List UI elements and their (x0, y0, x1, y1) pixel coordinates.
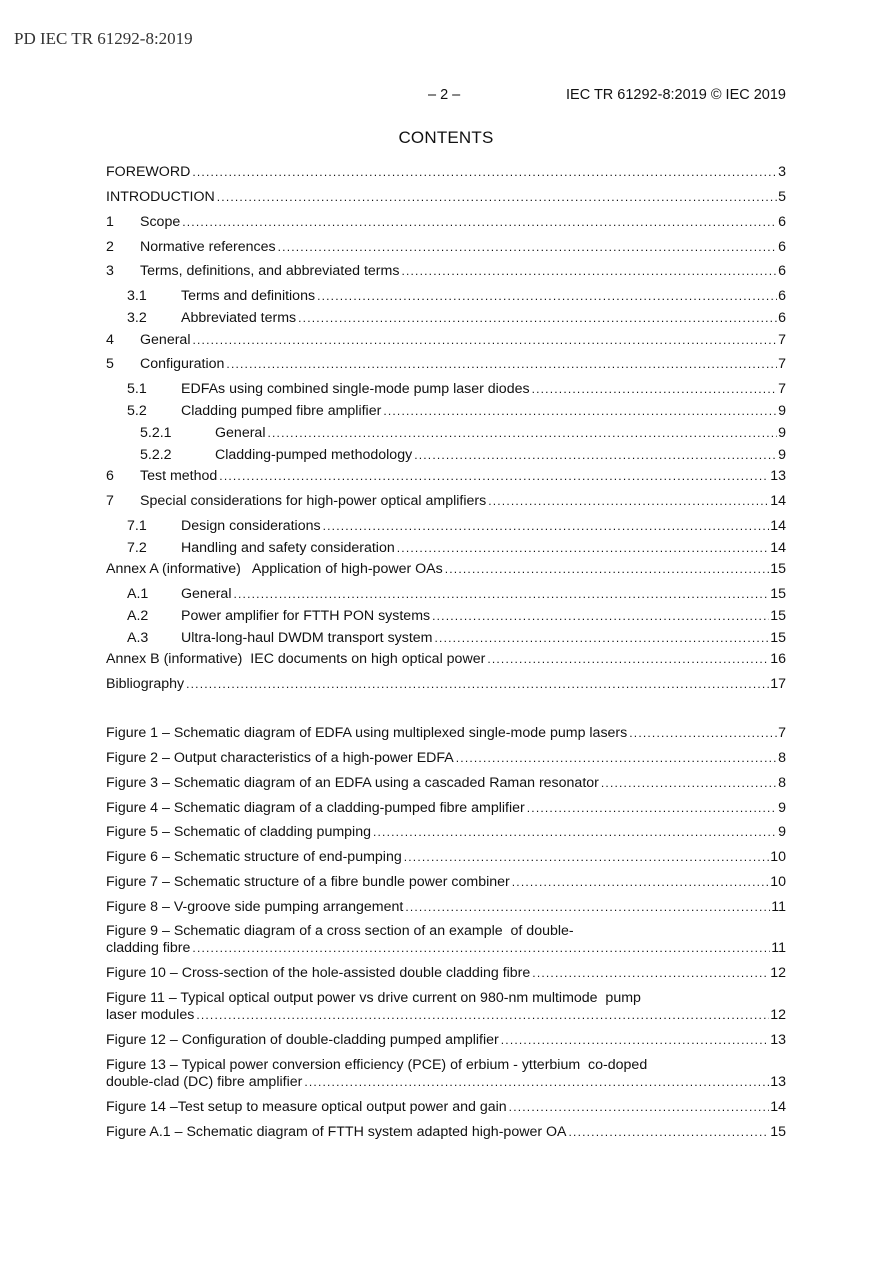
figure-entry-8[interactable]: Figure 8 – V-groove side pumping arrangement ..... 11 (106, 899, 786, 916)
figure-entry-12[interactable]: Figure 12 – Configuration of double-cladding pumped amplifier ..... 13 (106, 1032, 786, 1049)
figure-entry-9[interactable]: Figure 9 – Schematic diagram of a cross section of an example of double- cladding fibre ..... 11 (106, 923, 786, 957)
toc-entry-dwdm[interactable]: A.3 Ultra-long-haul DWDM transport system ..... 15 (106, 630, 786, 647)
toc-entry-annex-a[interactable]: Annex A (informative) Application of high-power OAs ..... 15 (106, 561, 786, 578)
toc-entry-cladding-pumped[interactable]: 5.2 Cladding pumped fibre amplifier ..... 9 (106, 403, 786, 420)
toc-entry-foreword[interactable]: FOREWORD ..... 3 (106, 164, 786, 181)
figure-entry-14[interactable]: Figure 14 –Test setup to measure optical output power and gain ..... 14 (106, 1099, 786, 1116)
toc-entry-annex-b[interactable]: Annex B (informative) IEC documents on high optical power ..... 16 (106, 651, 786, 668)
toc-entry-terms[interactable]: 3 Terms, definitions, and abbreviated terms ..... 6 (106, 263, 786, 280)
figure-entry-10[interactable]: Figure 10 – Cross-section of the hole-assisted double cladding fibre ..... 12 (106, 965, 786, 982)
toc-entry-abbreviated-terms[interactable]: 3.2 Abbreviated terms ..... 6 (106, 310, 786, 327)
toc-entry-cladding-general[interactable]: 5.2.1 General ..... 9 (106, 425, 786, 442)
toc-entry-configuration[interactable]: 5 Configuration ..... 7 (106, 356, 786, 373)
page-number: – 2 – (428, 87, 461, 103)
toc-entry-ftth-pon[interactable]: A.2 Power amplifier for FTTH PON systems ..... 15 (106, 608, 786, 625)
toc-entry-special-considerations[interactable]: 7 Special considerations for high-power optical amplifiers ..... 14 (106, 493, 786, 510)
document-id: PD IEC TR 61292-8:2019 (14, 29, 193, 48)
figure-entry-3[interactable]: Figure 3 – Schematic diagram of an EDFA using a cascaded Raman resonator ..... 8 (106, 775, 786, 792)
toc-entry-normative-references[interactable]: 2 Normative references ..... 6 (106, 239, 786, 256)
figure-entry-4[interactable]: Figure 4 – Schematic diagram of a cladding-pumped fibre amplifier ..... 9 (106, 800, 786, 817)
toc-entry-introduction[interactable]: INTRODUCTION ..... 5 (106, 189, 786, 206)
toc-entry-edfas[interactable]: 5.1 EDFAs using combined single-mode pump laser diodes ..... 7 (106, 381, 786, 398)
toc-entry-cladding-methodology[interactable]: 5.2.2 Cladding-pumped methodology ..... 9 (106, 447, 786, 464)
toc-entry-handling-safety[interactable]: 7.2 Handling and safety consideration ..... 14 (106, 540, 786, 557)
toc-entry-annex-a-general[interactable]: A.1 General ..... 15 (106, 586, 786, 603)
figure-entry-13[interactable]: Figure 13 – Typical power conversion efficiency (PCE) of erbium - ytterbium co-doped double-clad (DC) fibre amplifier ..... 13 (106, 1057, 786, 1091)
toc-entry-general[interactable]: 4 General ..... 7 (106, 332, 786, 349)
figure-entry-5[interactable]: Figure 5 – Schematic of cladding pumping ..... 9 (106, 824, 786, 841)
figure-entry-2[interactable]: Figure 2 – Output characteristics of a high-power EDFA ..... 8 (106, 750, 786, 767)
figure-entry-a1[interactable]: Figure A.1 – Schematic diagram of FTTH system adapted high-power OA ..... 15 (106, 1124, 786, 1141)
copyright-line: IEC TR 61292-8:2019 © IEC 2019 (566, 87, 786, 103)
figure-entry-11[interactable]: Figure 11 – Typical optical output power vs drive current on 980-nm multimode pump laser modules ..... 12 (106, 990, 786, 1024)
toc-entry-scope[interactable]: 1 Scope ..... 6 (106, 214, 786, 231)
figure-entry-1[interactable]: Figure 1 – Schematic diagram of EDFA using multiplexed single-mode pump lasers ..... 7 (106, 725, 786, 742)
figure-entry-7[interactable]: Figure 7 – Schematic structure of a fibre bundle power combiner ..... 10 (106, 874, 786, 891)
toc-entry-test-method[interactable]: 6 Test method ..... 13 (106, 468, 786, 485)
toc-entry-design-considerations[interactable]: 7.1 Design considerations ..... 14 (106, 518, 786, 535)
figure-entry-6[interactable]: Figure 6 – Schematic structure of end-pumping ..... 10 (106, 849, 786, 866)
toc-entry-bibliography[interactable]: Bibliography ..... 17 (106, 676, 786, 693)
toc-entry-terms-definitions[interactable]: 3.1 Terms and definitions ..... 6 (106, 288, 786, 305)
contents-title: CONTENTS (398, 128, 494, 147)
